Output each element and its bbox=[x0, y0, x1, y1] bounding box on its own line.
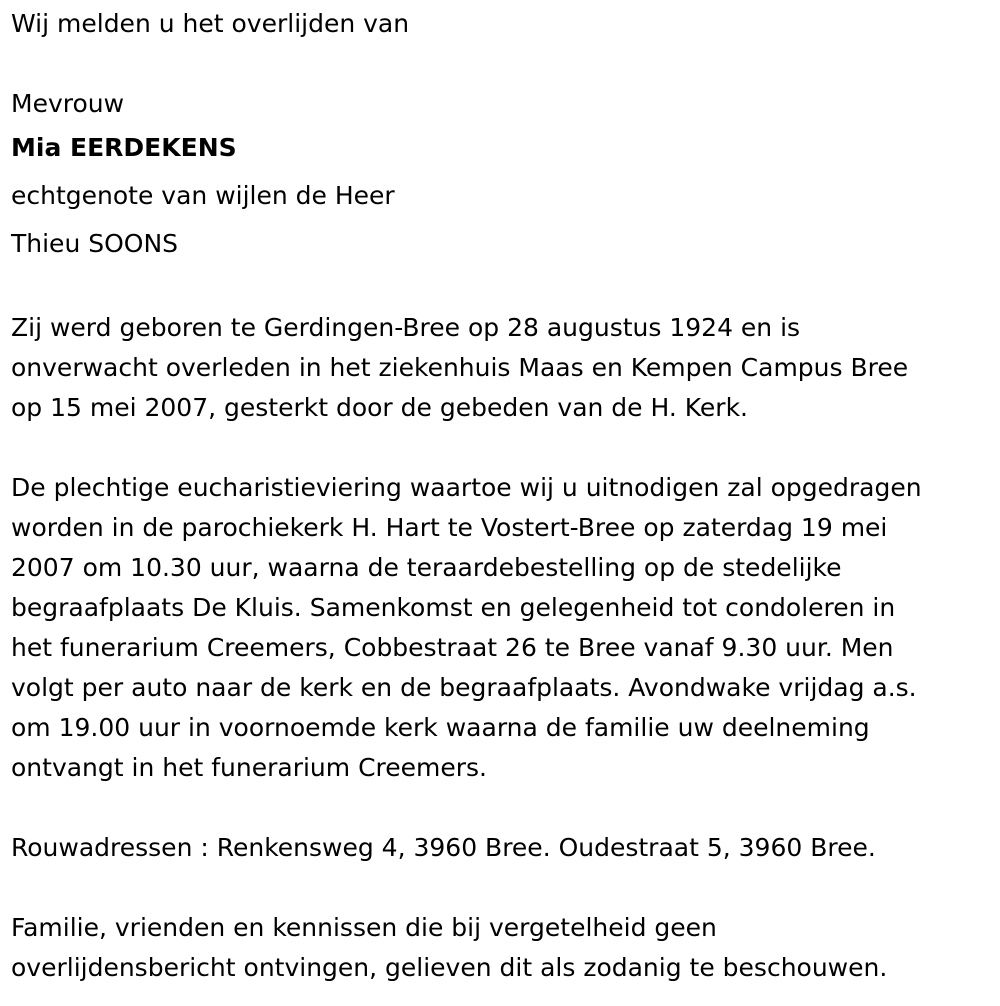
ceremony-line: 2007 om 10.30 uur, waarna de teraardebestelling op de stedelijke bbox=[11, 553, 842, 582]
deceased-name: Mia EERDEKENS bbox=[11, 133, 237, 162]
ceremony-line: ontvangt in het funerarium Creemers. bbox=[11, 753, 488, 782]
ceremony-paragraph bbox=[11, 468, 996, 788]
addresses-paragraph bbox=[11, 828, 996, 868]
ceremony-line: volgt per auto naar de kerk en de begraafplaats. Avondwake vrijdag a.s. bbox=[11, 673, 917, 702]
birth-paragraph bbox=[11, 308, 996, 428]
ceremony-line: De plechtige eucharistieviering waartoe wij u uitnodigen zal opgedragen bbox=[11, 473, 922, 502]
closing-line: Familie, vrienden en kennissen die bij vergetelheid geen bbox=[11, 913, 717, 942]
closing-line: overlijdensbericht ontvingen, gelieven dit als zodanig te beschouwen. bbox=[11, 953, 888, 982]
ceremony-line: het funerarium Creemers, Cobbestraat 26 te Bree vanaf 9.30 uur. Men bbox=[11, 633, 894, 662]
relation-text: echtgenote van wijlen de Heer bbox=[11, 181, 395, 210]
birth-line: op 15 mei 2007, gesterkt door de gebeden van de H. Kerk. bbox=[11, 393, 748, 422]
addresses-line: Rouwadressen : Renkensweg 4, 3960 Bree. Oudestraat 5, 3960 Bree. bbox=[11, 833, 876, 862]
honorific: Mevrouw bbox=[11, 89, 125, 118]
intro-text: Wij melden u het overlijden van bbox=[11, 9, 410, 38]
ceremony-line: worden in de parochiekerk H. Hart te Vostert-Bree op zaterdag 19 mei bbox=[11, 513, 888, 542]
closing-paragraph bbox=[11, 908, 996, 988]
spouse-name: Thieu SOONS bbox=[11, 229, 179, 258]
death-notice bbox=[11, 4, 996, 988]
ceremony-line: om 19.00 uur in voornoemde kerk waarna de familie uw deelneming bbox=[11, 713, 870, 742]
birth-line: onverwacht overleden in het ziekenhuis Maas en Kempen Campus Bree bbox=[11, 353, 909, 382]
birth-line: Zij werd geboren te Gerdingen-Bree op 28 augustus 1924 en is bbox=[11, 313, 801, 342]
ceremony-line: begraafplaats De Kluis. Samenkomst en gelegenheid tot condoleren in bbox=[11, 593, 896, 622]
